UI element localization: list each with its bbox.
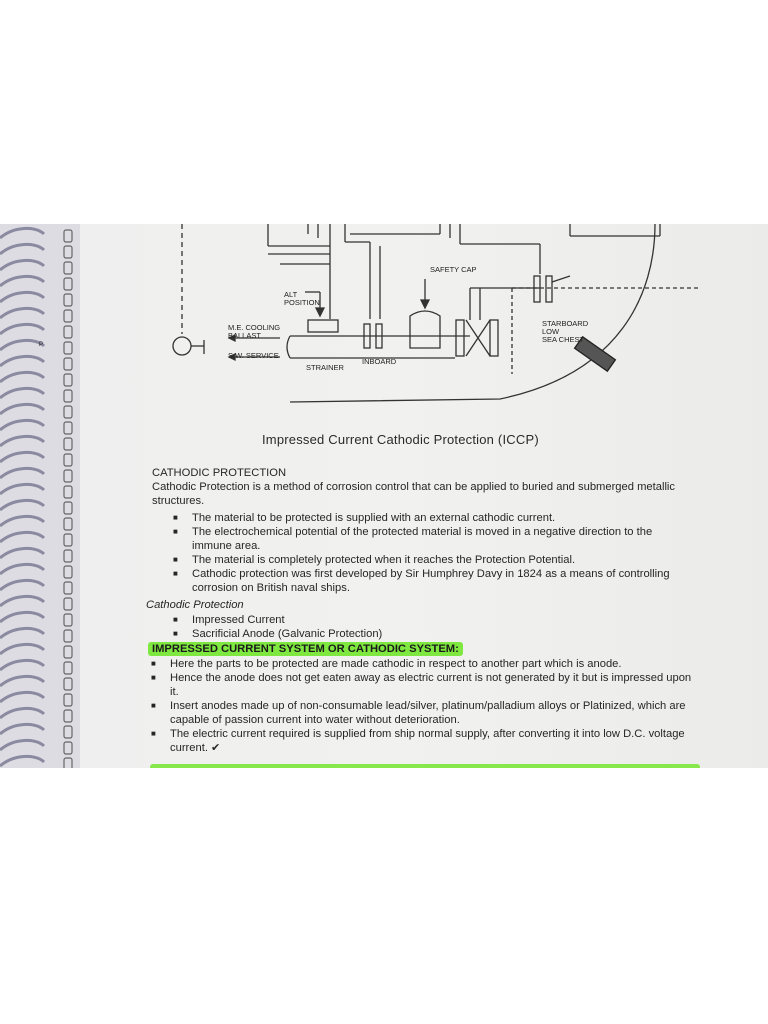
inboard-label: INBOARD [362,357,397,366]
me-cooling-label: M.E. COOLING BALLAST [228,323,281,340]
list-item: ■ The material is completely protected when it reaches the Protection Potential. [173,554,576,566]
list-item: ■ Here the parts to be protected are made cathodic in respect to another part which is anode. [151,658,622,670]
cathodic-heading: CATHODIC PROTECTION [152,467,287,479]
list-item: ■ The electric current required is supplied from ship normal supply, after converting it into low D.C. voltage current. ✔ [151,728,685,754]
sea-chest-label: STARBOARD LOW SEA CHEST [542,319,589,344]
alt-position-label: ALT POSITION [284,290,320,307]
list-item: ■ Insert anodes made up of non-consumable lead/silver, platinum/palladium alloys or Platinized, which are capable of passion current into water without deterioration. [151,700,686,726]
iccp-diagram [140,224,700,424]
strainer-label: STRAINER [306,363,344,372]
types-heading: Cathodic Protection [146,599,244,611]
list-item: ■ Impressed Current [173,614,285,626]
types-list [173,613,592,641]
highlight-strip [150,764,700,768]
cathodic-intro: Cathodic Protection is a method of corrosion control that can be applied to buried and submerged metallic structures. [152,481,676,507]
pump-label: P [39,342,44,348]
safety-cap-label: SAFETY CAP [430,265,477,274]
photo-page [0,224,768,768]
cathodic-bullets [173,511,692,595]
list-item: ■ Hence the anode does not get eaten away as electric current is not generated by it but is impressed upon it. [151,672,692,698]
list-item: ■ The material to be protected is supplied with an external cathodic current. [173,512,556,524]
list-item: ■ Cathodic protection was first developed by Sir Humphrey Davy in 1824 as a means of controlling corrosion on British naval ships. [173,568,670,594]
list-item: ■ The electrochemical potential of the protected material is moved in a negative direction to the immune area. [173,526,653,552]
spiral-binding [0,224,80,768]
sw-service-label: S.W. SERVICE [228,351,279,360]
list-item: ■ Sacrificial Anode (Galvanic Protection) [173,628,383,640]
diagram-caption: Impressed Current Cathodic Protection (ICCP) [262,432,539,447]
highlighted-heading: IMPRESSED CURRENT SYSTEM OR CATHODIC SYSTEM: [148,642,463,656]
iccs-bullets [151,657,692,755]
iccs-heading [148,642,463,656]
